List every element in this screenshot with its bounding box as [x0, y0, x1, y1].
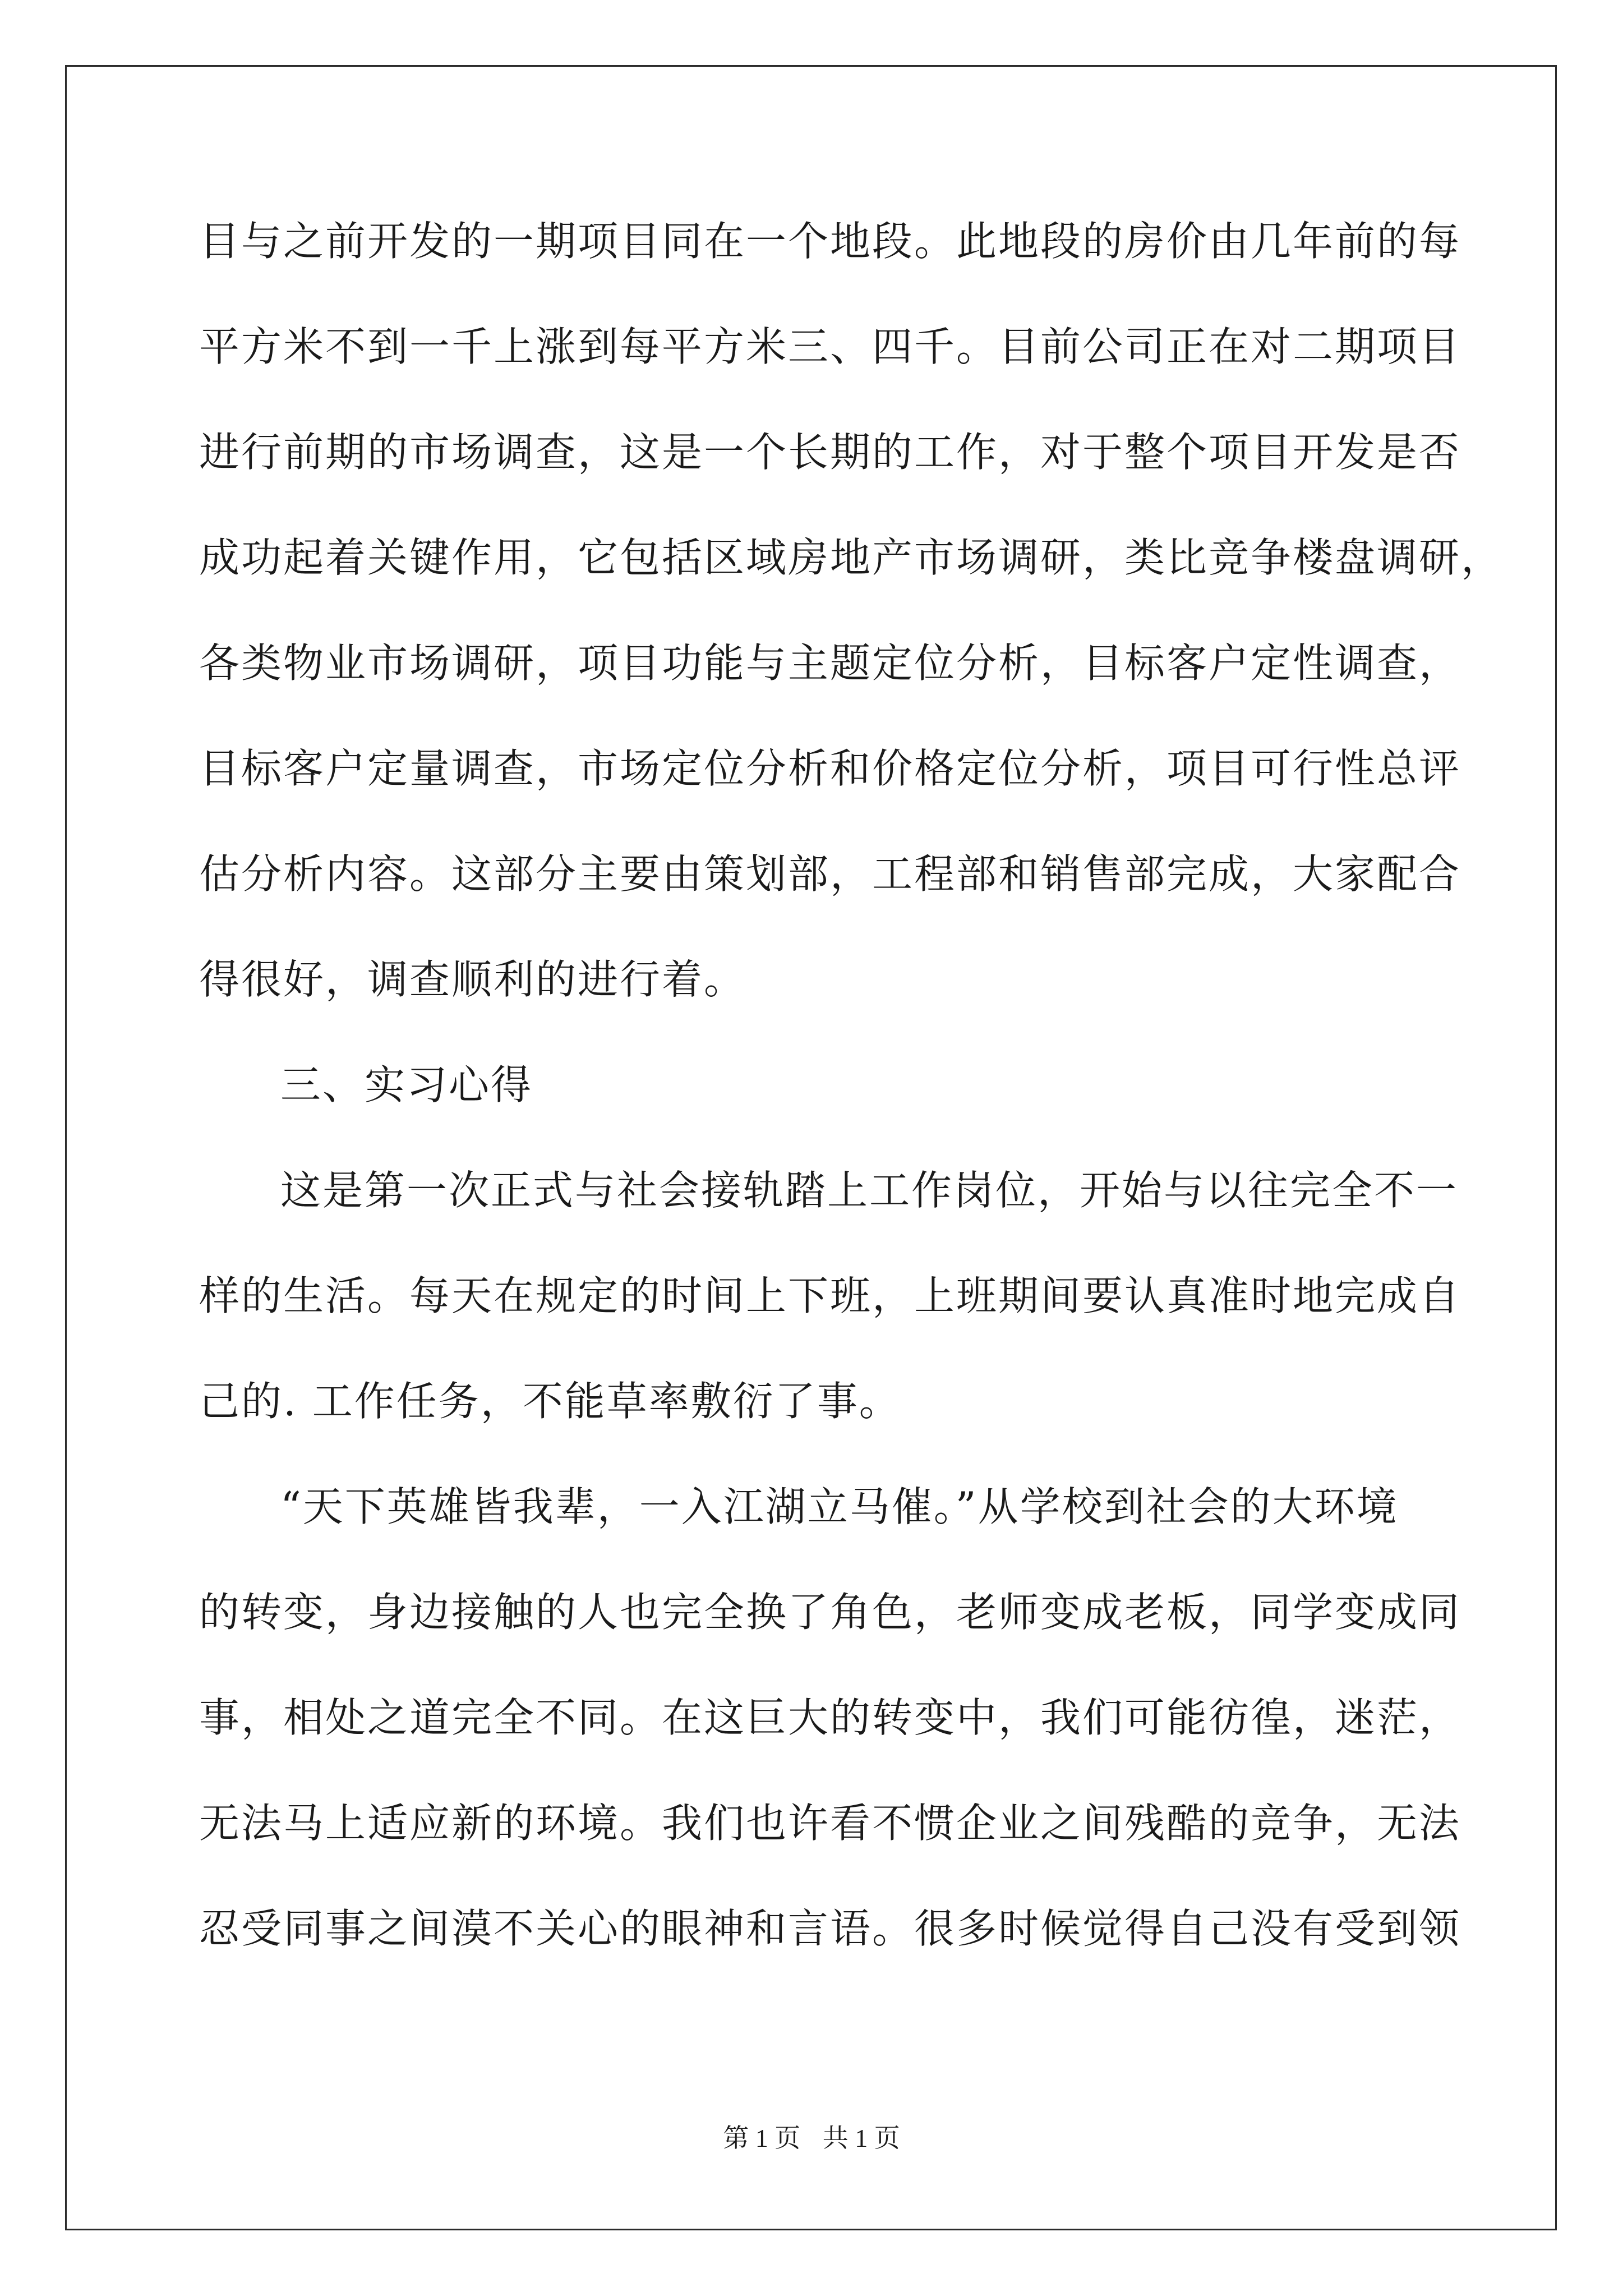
text-line: 这是第一次正式与社会接轨踏上工作岗位，开始与以往完全不一 — [280, 1167, 1459, 1214]
page-number: 第 1 页 — [723, 2124, 801, 2152]
text-line: 样的生活。每天在规定的时间上下班，上班期间要认真准时地完成自 — [199, 1272, 1461, 1319]
text-line: 事，相处之道完全不同。在这巨大的转变中，我们可能彷徨，迷茫， — [199, 1694, 1461, 1741]
text-line: 成功起着关键作用，它包括区域房地产市场调研，类比竞争楼盘调研， — [199, 534, 1504, 581]
text-line: 目标客户定量调查，市场定位分析和价格定位分析，项目可行性总评 — [199, 745, 1461, 792]
text-line: 估分析内容。这部分主要由策划部，工程部和销售部完成，大家配合 — [199, 850, 1461, 898]
text-line: “天下英雄皆我辈，一入江湖立马催。”从学校到社会的大环境 — [280, 1483, 1399, 1530]
text-line: 的转变，身边接触的人也完全换了角色，老师变成老板，同学变成同 — [199, 1589, 1461, 1636]
text-line: 各类物业市场调研，项目功能与主题定位分析，目标客户定性调查， — [199, 639, 1461, 687]
text-line: 进行前期的市场调查，这是一个长期的工作，对于整个项目开发是否 — [199, 429, 1461, 476]
document-body — [199, 213, 1504, 2006]
text-line: 目与之前开发的一期项目同在一个地段。此地段的房价由几年前的每 — [199, 218, 1461, 265]
text-line: 己的. 工作任务，不能草率敷衍了事。 — [199, 1378, 901, 1425]
section-heading: 三、实习心得 — [280, 1061, 533, 1108]
text-line: 忍受同事之间漠不关心的眼神和言语。很多时候觉得自己没有受到领 — [199, 1905, 1461, 1952]
text-line: 无法马上适应新的环境。我们也许看不惯企业之间残酷的竞争，无法 — [199, 1800, 1461, 1847]
page-total: 共 1 页 — [822, 2124, 900, 2152]
text-line: 平方米不到一千上涨到每平方米三、四千。目前公司正在对二期项目 — [199, 323, 1461, 370]
text-line: 得很好，调查顺利的进行着。 — [199, 956, 746, 1003]
page-footer — [0, 2122, 1623, 2155]
